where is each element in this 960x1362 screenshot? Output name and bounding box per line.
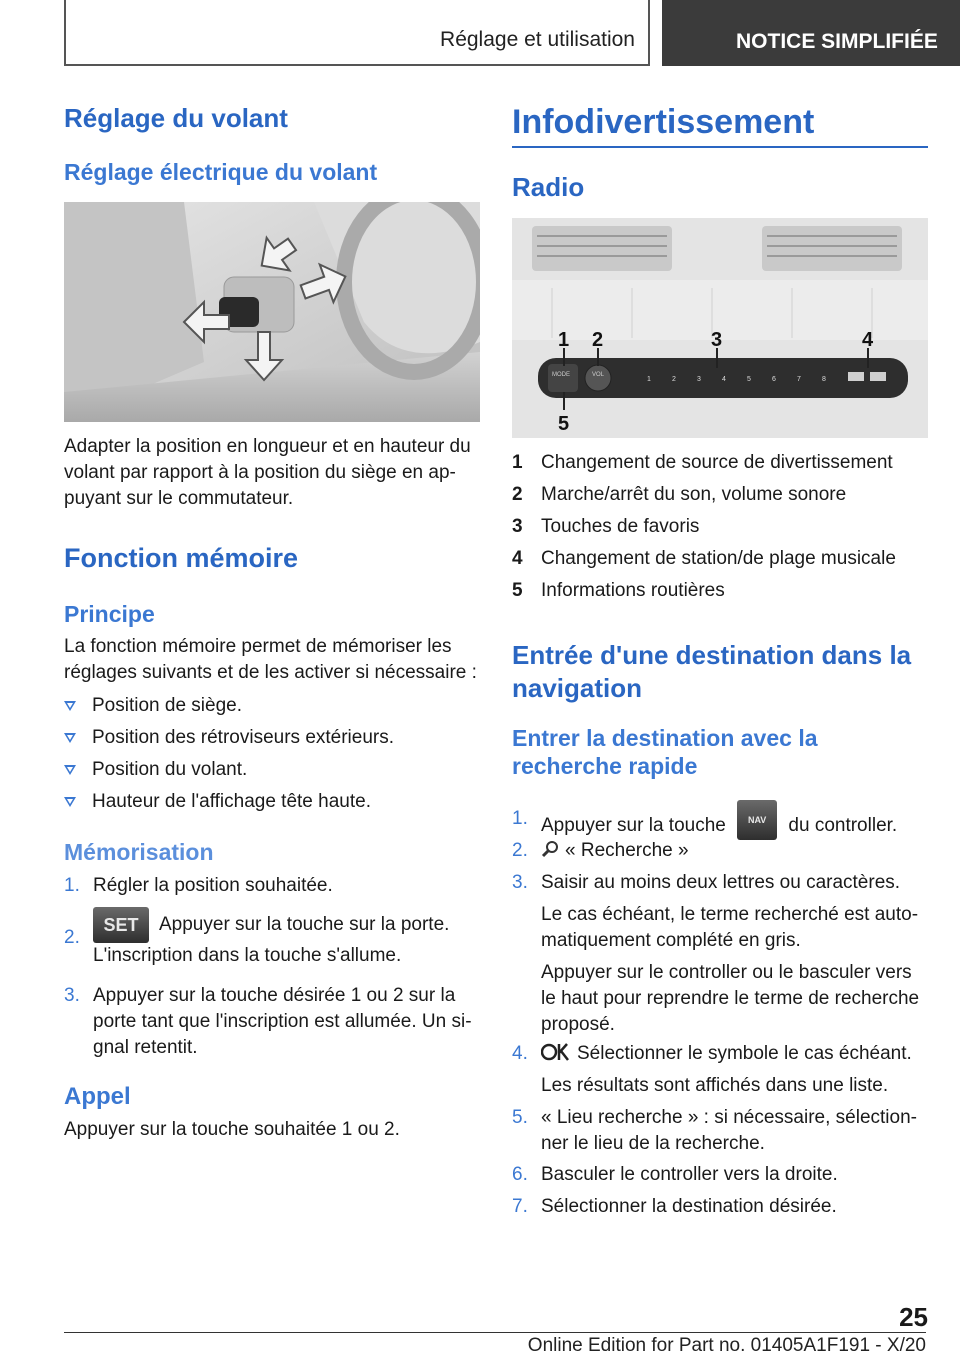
nav-step: 5. « Lieu recherche » : si nécessaire, sélectionner le lieu de la recherche.: [512, 1107, 917, 1154]
appel-text: Appuyer sur la touche souhaitée 1 ou 2.: [64, 1119, 400, 1140]
heading-entree-destination: Entrée d'une destination dans la navigation: [512, 640, 912, 703]
volant-description: Adapter la position en longueur et en hauteur du volant par rapport à la position du siège en appuyant sur le commutateur.: [64, 436, 471, 509]
preset-label: 4: [722, 376, 726, 383]
vol-label: VOL: [592, 372, 605, 378]
ok-icon: [541, 1042, 571, 1062]
legend-item: 2 Marche/arrêt du son, volume sonore: [512, 484, 847, 505]
triangle-bullet-icon: [64, 797, 76, 807]
header-tab: [662, 0, 960, 66]
heading-fonction-memoire: Fonction mémoire: [64, 543, 299, 573]
heading-recherche-rapide: Entrer la destination avec la recherche rapide: [512, 725, 818, 779]
step-item: 1. Régler la position souhaitée.: [64, 875, 333, 896]
heading-appel: Appel: [64, 1083, 131, 1110]
legend-item: 4 Changement de station/de plage musicale: [512, 548, 896, 569]
heading-radio: Radio: [512, 172, 585, 202]
page-number: 25: [899, 1302, 928, 1332]
preset-label: 8: [822, 376, 826, 383]
nav-step: 4. Sélectionner le symbole le cas échéant. Les résultats sont affichés dans une liste.: [512, 1043, 912, 1096]
step-item: 3. Appuyer sur la touche désirée 1 ou 2 sur la porte tant que l'inscription est allumée. Un signal retentit.: [64, 985, 472, 1058]
nav-step: 3. Saisir au moins deux lettres ou caractères. Le cas échéant, le terme recherché est automatiquement complété en gris. Appuyer sur le controller ou le basculer vers le haut pour reprendre le terme de recherche proposé.: [512, 872, 920, 1035]
preset-label: 3: [697, 376, 701, 383]
callout-label: 1: [558, 329, 570, 351]
preset-label: 5: [747, 376, 751, 383]
mode-label: MODE: [552, 372, 570, 378]
callout-label: 3: [711, 329, 723, 351]
legend-item: 5 Informations routières: [512, 580, 725, 601]
list-item: Hauteur de l'affichage tête haute.: [64, 789, 480, 815]
triangle-bullet-icon: [64, 733, 76, 743]
footer-rule: [64, 1332, 926, 1333]
heading-infodivertissement: Infodivertissement: [512, 103, 815, 141]
set-key-icon: SET: [93, 907, 149, 943]
search-icon: [541, 840, 559, 858]
triangle-bullet-icon: [64, 701, 76, 711]
preset-label: 7: [797, 376, 801, 383]
list-item: Position des rétroviseurs extérieurs.: [64, 725, 480, 751]
list-item: Position du volant.: [64, 757, 480, 783]
heading-reglage-volant: Réglage du volant: [64, 103, 288, 133]
preset-label: 1: [647, 376, 651, 383]
step-item: 2. SET Appuyer sur la touche sur la porte. L'inscription dans la touche s'allume.: [64, 907, 480, 969]
header-section-title: Réglage et utilisation: [440, 28, 635, 51]
callout-label: 5: [558, 413, 570, 435]
nav-step: 2. « Recherche »: [512, 840, 689, 861]
step-2-text: Appuyer sur la touche sur la porte. L'inscription dans la touche s'allume.: [93, 914, 450, 966]
heading-rule: [512, 146, 928, 148]
heading-memorisation: Mémorisation: [64, 839, 214, 865]
preset-label: 2: [672, 376, 676, 383]
principe-text: La fonction mémoire permet de mémoriser les réglages suivants et de les activer si nécessaire :: [64, 636, 477, 683]
header-tab-label: NOTICE SIMPLIFIÉE: [736, 30, 938, 53]
heading-reglage-electrique: Réglage électrique du volant: [64, 159, 378, 185]
triangle-bullet-icon: [64, 765, 76, 775]
preset-label: 6: [772, 376, 776, 383]
legend-item: 1 Changement de source de divertissement: [512, 452, 893, 473]
steering-column-switch-image: [64, 202, 480, 422]
nav-step: 6. Basculer le controller vers la droite.: [512, 1164, 838, 1185]
callout-label: 2: [592, 329, 604, 351]
footer-edition: Online Edition for Part no. 01405A1F191 - X/20: [527, 1335, 926, 1356]
list-item: Position de siège.: [64, 693, 480, 719]
nav-step: 1. Appuyer sur la touche NAV du controller.: [512, 806, 928, 846]
nav-step: 7. Sélectionner la destination désirée.: [512, 1196, 837, 1217]
callout-label: 4: [862, 329, 874, 351]
legend-item: 3 Touches de favoris: [512, 516, 700, 537]
radio-panel-image: [512, 218, 928, 438]
nav-key-icon: NAV: [737, 800, 777, 840]
heading-principe: Principe: [64, 601, 155, 627]
